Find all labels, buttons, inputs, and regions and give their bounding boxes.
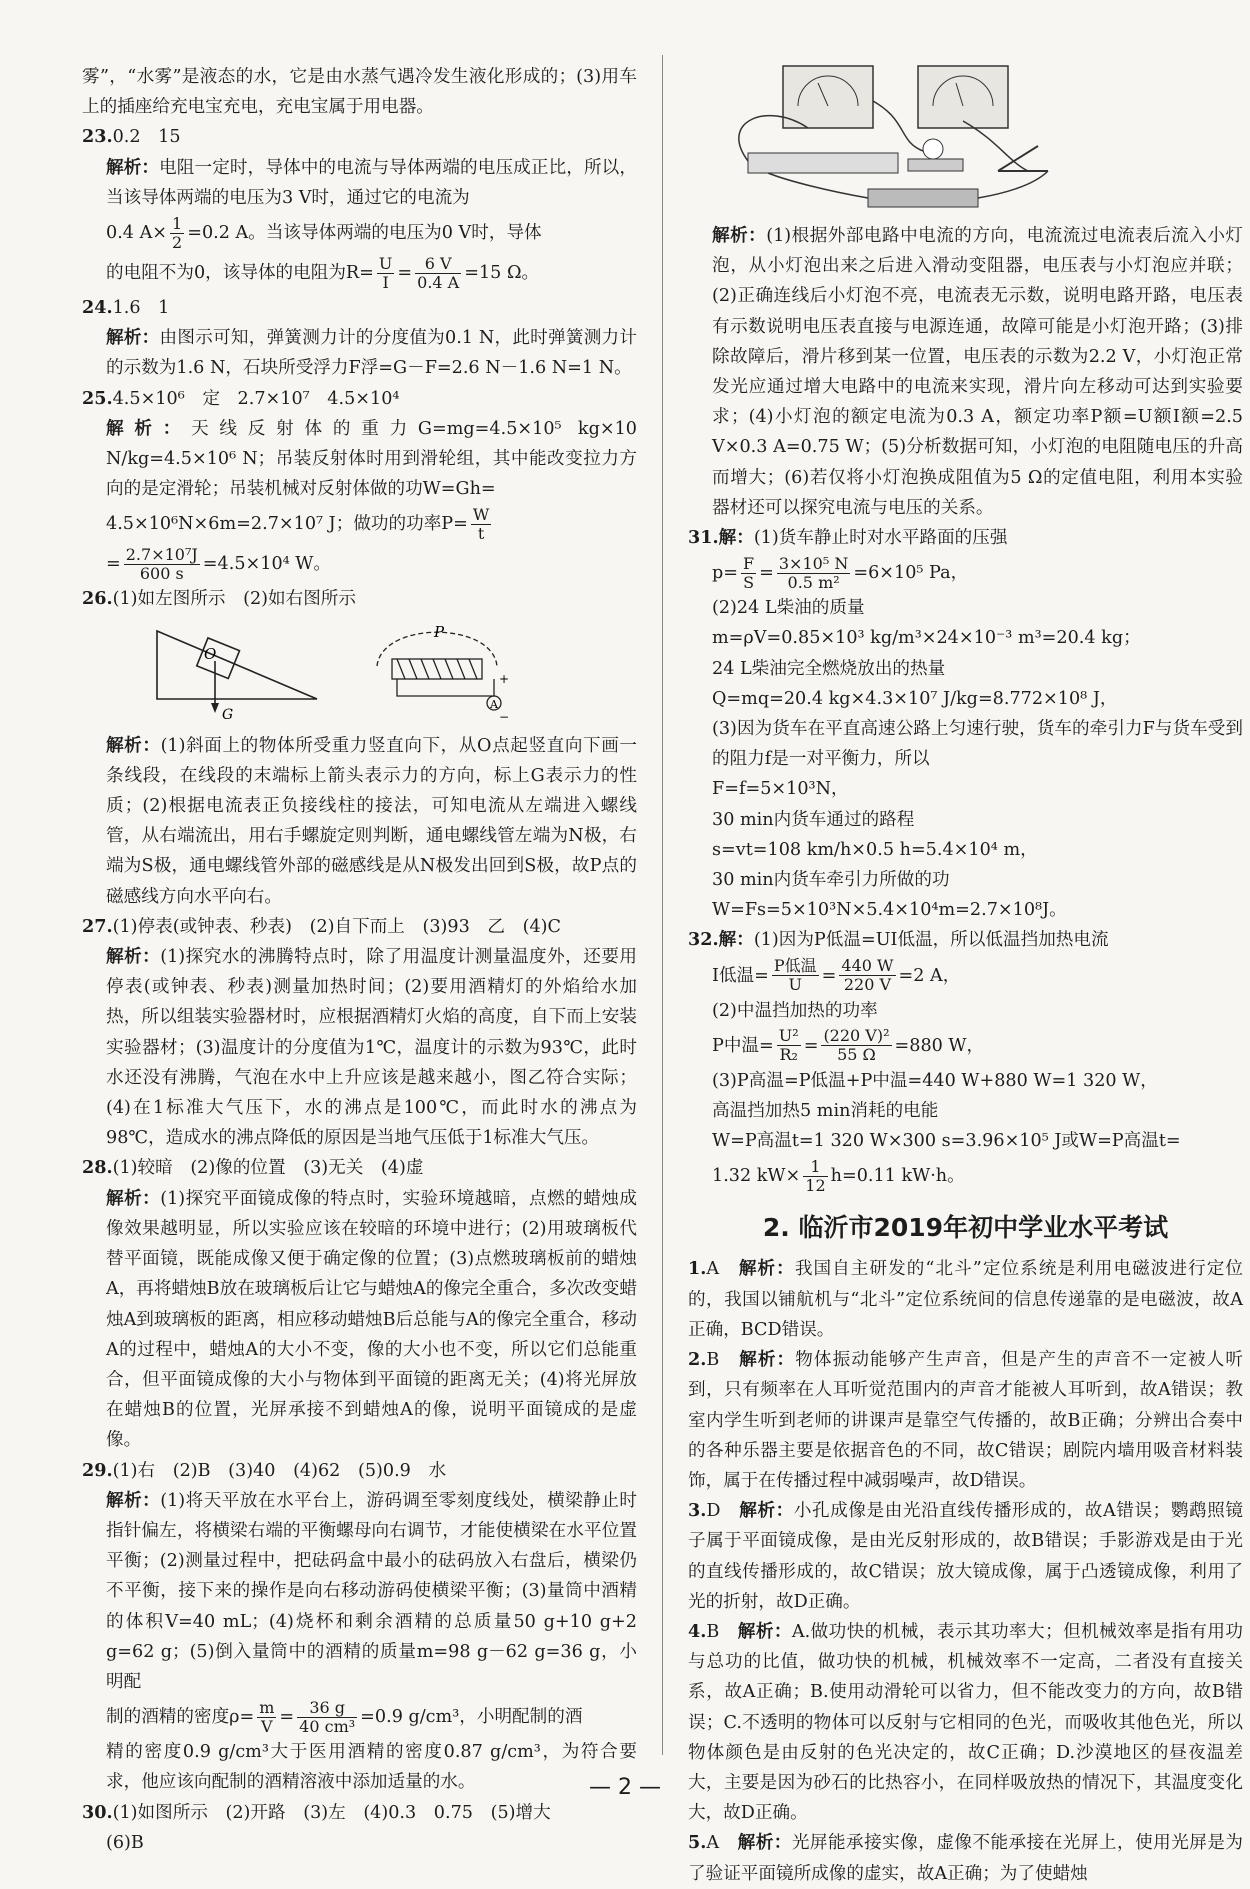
label-A: A [490,697,498,711]
incline-diagram [157,631,317,721]
solution-31-line: 30 min内货车牵引力所做的功 [712,870,950,891]
explanation-25-line3: = $\frac{\text{2.7×10⁷J}}{600 s}$ =4.5×10⁴ W。 [106,544,331,583]
label-minus: − [499,709,510,721]
label-P: P [434,622,445,641]
explanation-23-line2: 0.4 A× $\frac{1}{2}$ =0.2 A。当该导体两端的电压为0 V时，导体 [106,213,542,252]
solenoid-diagram [377,623,509,721]
page-number: — 2 — [589,1775,661,1800]
solution-31-line: s=vt=108 km/h×0.5 h=5.4×10⁴ m， [712,839,1038,860]
explanation-23-line3: 的电阻不为0，该导体的电阻为R= $\frac{U}{I}$ = $\frac{6 V}{0.4 A}$ =15 Ω。 [106,253,540,292]
intro-text: 雾”，“水雾”是液态的水，它是由水蒸气遇冷发生液化形成的；(3)用车上的插座给充电宝充电，充电宝属于用电器。 [82,67,637,118]
explanation-30: 解析：(1)根据外部电路中电流的方向，电流流过电流表后流入小灯泡，从小灯泡出来之后进入滑动变阻器，电压表与小灯泡应并联；(2)正确连线后小灯泡不亮，电流表无示数，说明电路开路，电压表有示数说明电压表直接与电源连通，故障可能是小灯泡开路；(3)排除故障后，滑片移到某一位置，电压表的示数为2.2 V，小灯泡正常发光应通过增大电路中的电流来实现，滑片向左移动可达到实验要求；(4)小灯泡的额定电流为0.3 A，额定功率P额=U额I额=2.5 V×0.3 A=0.75 W；(5)分析数据可知，小灯泡的电阻随电压的升高而增大；(6)若仅将小灯泡换成阻值为5 Ω的定值电阻，利用本实验器材还可以探究电流与电压的关系。 [712,225,1243,518]
mc-answer-4: 4.B 解析：A.做功快的机械，表示其功率大；但机械效率是指有用功与总功的比值，做功快的机械，机械效率不一定高，二者没有直接关系，故A正确；B.使用动滑轮可以省力，但不能改变力的方向，故B错误；C.不透明的物体可以反射与它相同的色光，而吸收其他色光，所以物体颜色是由反射的色光决定的，故C正确；D.沙漠地区的昼夜温差大，主要是因为砂石的比热容小，在同样吸放热的情况下，其温度变化大，故D正确。 [688,1620,1243,1824]
solution-32-line: (3)P高温=P低温+P中温=440 W+880 W=1 320 W， [712,1070,1158,1091]
ammeter-icon [918,66,1008,128]
rheostat-icon [748,153,898,173]
exam-section-title: 2. 临沂市2019年初中学业水平考试 [762,1213,1169,1243]
solution-32-current: I低温= $\frac{\text{P低温}}{U}$ = $\frac{440 W}{220 V}$ =2 A， [712,956,961,995]
label-G: G [222,706,234,721]
figure-26 [142,621,637,725]
answer-26: 26.(1)如左图所示 (2)如右图所示 [82,588,356,610]
explanation-25: 解析：天线反射体的重力G=mg=4.5×10⁵ kg×10 N/kg=4.5×10⁶ N；吊装反射体时用到滑轮组，其中能改变拉力方向的是定滑轮；吊装机械对反射体做的功W=Gh= [106,417,637,500]
solution-31: 31.解：(1)货车静止时对水平路面的压强 [688,527,1008,549]
explanation-26: 解析：(1)斜面上的物体所受重力竖直向下，从O点起竖直向下画一条线段，在线段的末端标上箭头表示力的方向，标上G表示力的性质；(2)根据电流表正负接线柱的接法，可知电流从左端进入螺线管，从右端流出，用右手螺旋定则判断，通电螺线管左端为N极，右端为S极，通电螺线管外部的磁感线是从N极发出回到S极，故P点的磁感线方向水平向右。 [106,734,637,907]
answer-23: 23.0.2 15 [82,126,181,148]
solution-32: 32.解：(1)因为P低温=UI低温，所以低温挡加热电流 [688,929,1109,951]
explanation-29-tail: 精的密度0.9 g/cm³大于医用酒精的密度0.87 g/cm³，为符合要求，他应该向配制的酒精溶液中添加适量的水。 [106,1742,637,1793]
explanation-23: 解析：电阻一定时，导体中的电流与导体两端的电压成正比，所以，当该导体两端的电压为3 V时，通过它的电流为 [106,156,637,208]
solution-32-line: W=P高温t=1 320 W×300 s=3.96×10⁵ J或W=P高温t= [712,1131,1181,1152]
explanation-24: 解析：由图示可知，弹簧测力计的分度值为0.1 N，此时弹簧测力计的示数为1.6 N，石块所受浮力F浮=G－F=2.6 N－1.6 N=1 N。 [106,327,637,379]
answer-30-line2: (6)B [106,1832,144,1853]
left-column [82,62,637,1858]
solution-31-line: 30 min内货车通过的路程 [712,809,915,830]
voltmeter-icon [783,66,873,128]
column-divider [662,55,663,1755]
mc-answer-3: 3.D 解析：小孔成像是由光沿直线传播形成的，故A错误；鹦鹉照镜子属于平面镜成像，是由光反射形成的，故B错误；手影游戏是由于光的直线传播形成的，故C错误；放大镜成像，属于凸透镜成像，利用了光的折射，故D正确。 [688,1500,1243,1612]
label-O: O [204,644,217,663]
answer-25: 25.4.5×10⁶ 定 2.7×10⁷ 4.5×10⁴ [82,387,400,409]
solution-31-line: Q=mq=20.4 kg×4.3×10⁷ J/kg=8.772×10⁸ J， [712,688,1118,709]
label-plus: + [499,671,510,686]
solution-32-line: 高温挡加热5 min消耗的电能 [712,1101,939,1122]
solution-31-line: (2)24 L柴油的质量 [712,598,865,619]
figure-30-circuit [708,61,1243,215]
bulb-icon [923,139,943,159]
solution-31-line: F=f=5×10³N， [712,779,849,800]
solution-32-line: (2)中温挡加热的功率 [712,1000,878,1021]
battery-icon [868,189,978,207]
circuit-photo-svg [708,61,1168,211]
explanation-27: 解析：(1)探究水的沸腾特点时，除了用温度计测量温度外，还要用停表(或钟表、秒表)测量加热时间；(2)要用酒精灯的外焰给水加热，所以组装实验器材时，应根据酒精灯火焰的高度，自下而上安装实验器材；(3)温度计的分度值为1℃，温度计的示数为93℃，此时水还没有沸腾，气泡在水中上升应该是越来越小，图乙符合实际；(4)在1标准大气压下，水的沸点是100℃，而此时水的沸点为98℃，造成水的沸点降低的原因是当地气压低于1标准大气压。 [106,946,637,1149]
explanation-29: 解析：(1)将天平放在水平台上，游码调至零刻度线处，横梁静止时指针偏左，将横梁右端的平衡螺母向右调节，才能使横梁在水平位置平衡；(2)测量过程中，把砝码盒中最小的砝码放入右盘后，横梁仍不平衡，接下来的操作是向右移动游码使横梁平衡；(3)量筒中酒精的体积V=40 mL；(4)烧杯和剩余酒精的总质量50 g+10 g+2 g=62 g；(5)倒入量筒中的酒精的质量m=98 g－62 g=36 g，小明配 [106,1489,637,1692]
figure-26-svg [142,621,562,721]
right-column [688,55,1243,1889]
mc-answer-5: 5.A 解析：光屏能承接实像，虚像不能承接在光屏上，使用光屏是为了验证平面镜所成像的虚实，故A正确；为了使蜡烛 [688,1832,1243,1884]
answer-28: 28.(1)较暗 (2)像的位置 (3)无关 (4)虚 [82,1157,424,1179]
answer-24: 24.1.6 1 [82,297,170,319]
answer-30: 30.(1)如图所示 (2)开路 (3)左 (4)0.3 0.75 (5)增大 [82,1801,551,1823]
solution-31-pressure: p= $\frac{F}{S}$ = $\frac{\text{3×10⁵ N}}{\text{0.5 m²}}$ =6×10⁵ Pa， [712,553,969,592]
solution-31-line: (3)因为货车在平直高速公路上匀速行驶，货车的牵引力F与货车受到的阻力f是一对平衡力，所以 [712,719,1243,770]
explanation-25-line2: 4.5×10⁶N×6m=2.7×10⁷ J；做功的功率P= $\frac{W}{t}$ [106,504,490,543]
mc-answer-2: 2.B 解析：物体振动能够产生声音，但是产生的声音不一定被人听到，只有频率在人耳听觉范围内的声音才能被人耳听到，故A错误；教室内学生听到老师的讲课声是靠空气传播的，故B正确；分辨出合奏中的各种乐器主要是依据音色的不同，故C错误；剧院内墙用吸音材料装饰，属于在传播过程中减弱噪声，故D错误。 [688,1349,1243,1491]
solution-31-line: 24 L柴油完全燃烧放出的热量 [712,658,946,679]
solution-31-line: W=Fs=5×10³N×5.4×10⁴m=2.7×10⁸J。 [712,900,1067,921]
solution-32-energy: 1.32 kW× $\frac{1}{12}$ h=0.11 kW·h。 [712,1156,965,1195]
answer-27: 27.(1)停表(或钟表、秒表) (2)自下而上 (3)93 乙 (4)C [82,915,561,937]
answer-29: 29.(1)右 (2)B (3)40 (4)62 (5)0.9 水 [82,1459,447,1481]
explanation-28: 解析：(1)探究平面镜成像的特点时，实验环境越暗，点燃的蜡烛成像效果越明显，所以实验应该在较暗的环境中进行；(2)用玻璃板代替平面镜，既能成像又便于确定像的位置；(3)点燃玻璃板前的蜡烛A，再将蜡烛B放在玻璃板后让它与蜡烛A的像完全重合，多次改变蜡烛A到玻璃板的距离，相应移动蜡烛B后总能与A的像完全重合，移动A的过程中，蜡烛A的大小不变，像的大小也不变，所以它们总能重合，但平面镜成像的大小与物体到平面镜的距离无关；(4)将光屏放在蜡烛B的位置，光屏承接不到蜡烛A的像，说明平面镜成的是虚像。 [106,1187,637,1451]
solution-32-power: P中温= $\frac{\text{U²}}{\text{R₂}}$ = $\frac{\text{(220 V)²}}{55 \Omega}$ =880 W， [712,1026,985,1065]
mc-answer-1: 1.A 解析：我国自主研发的“北斗”定位系统是利用电磁波进行定位的，我国以铺航机与“北斗”定位系统间的信息传递靠的是电磁波，故A正确，BCD错误。 [688,1258,1243,1340]
explanation-29-line2: 制的酒精的密度ρ= $\frac{m}{V}$ = $\frac{36 g}{\text{40 cm³}}$ =0.9 g/cm³，小明配制的酒 [106,1697,583,1736]
solution-31-line: m=ρV=0.85×10³ kg/m³×24×10⁻³ m³=20.4 kg； [712,628,1141,649]
